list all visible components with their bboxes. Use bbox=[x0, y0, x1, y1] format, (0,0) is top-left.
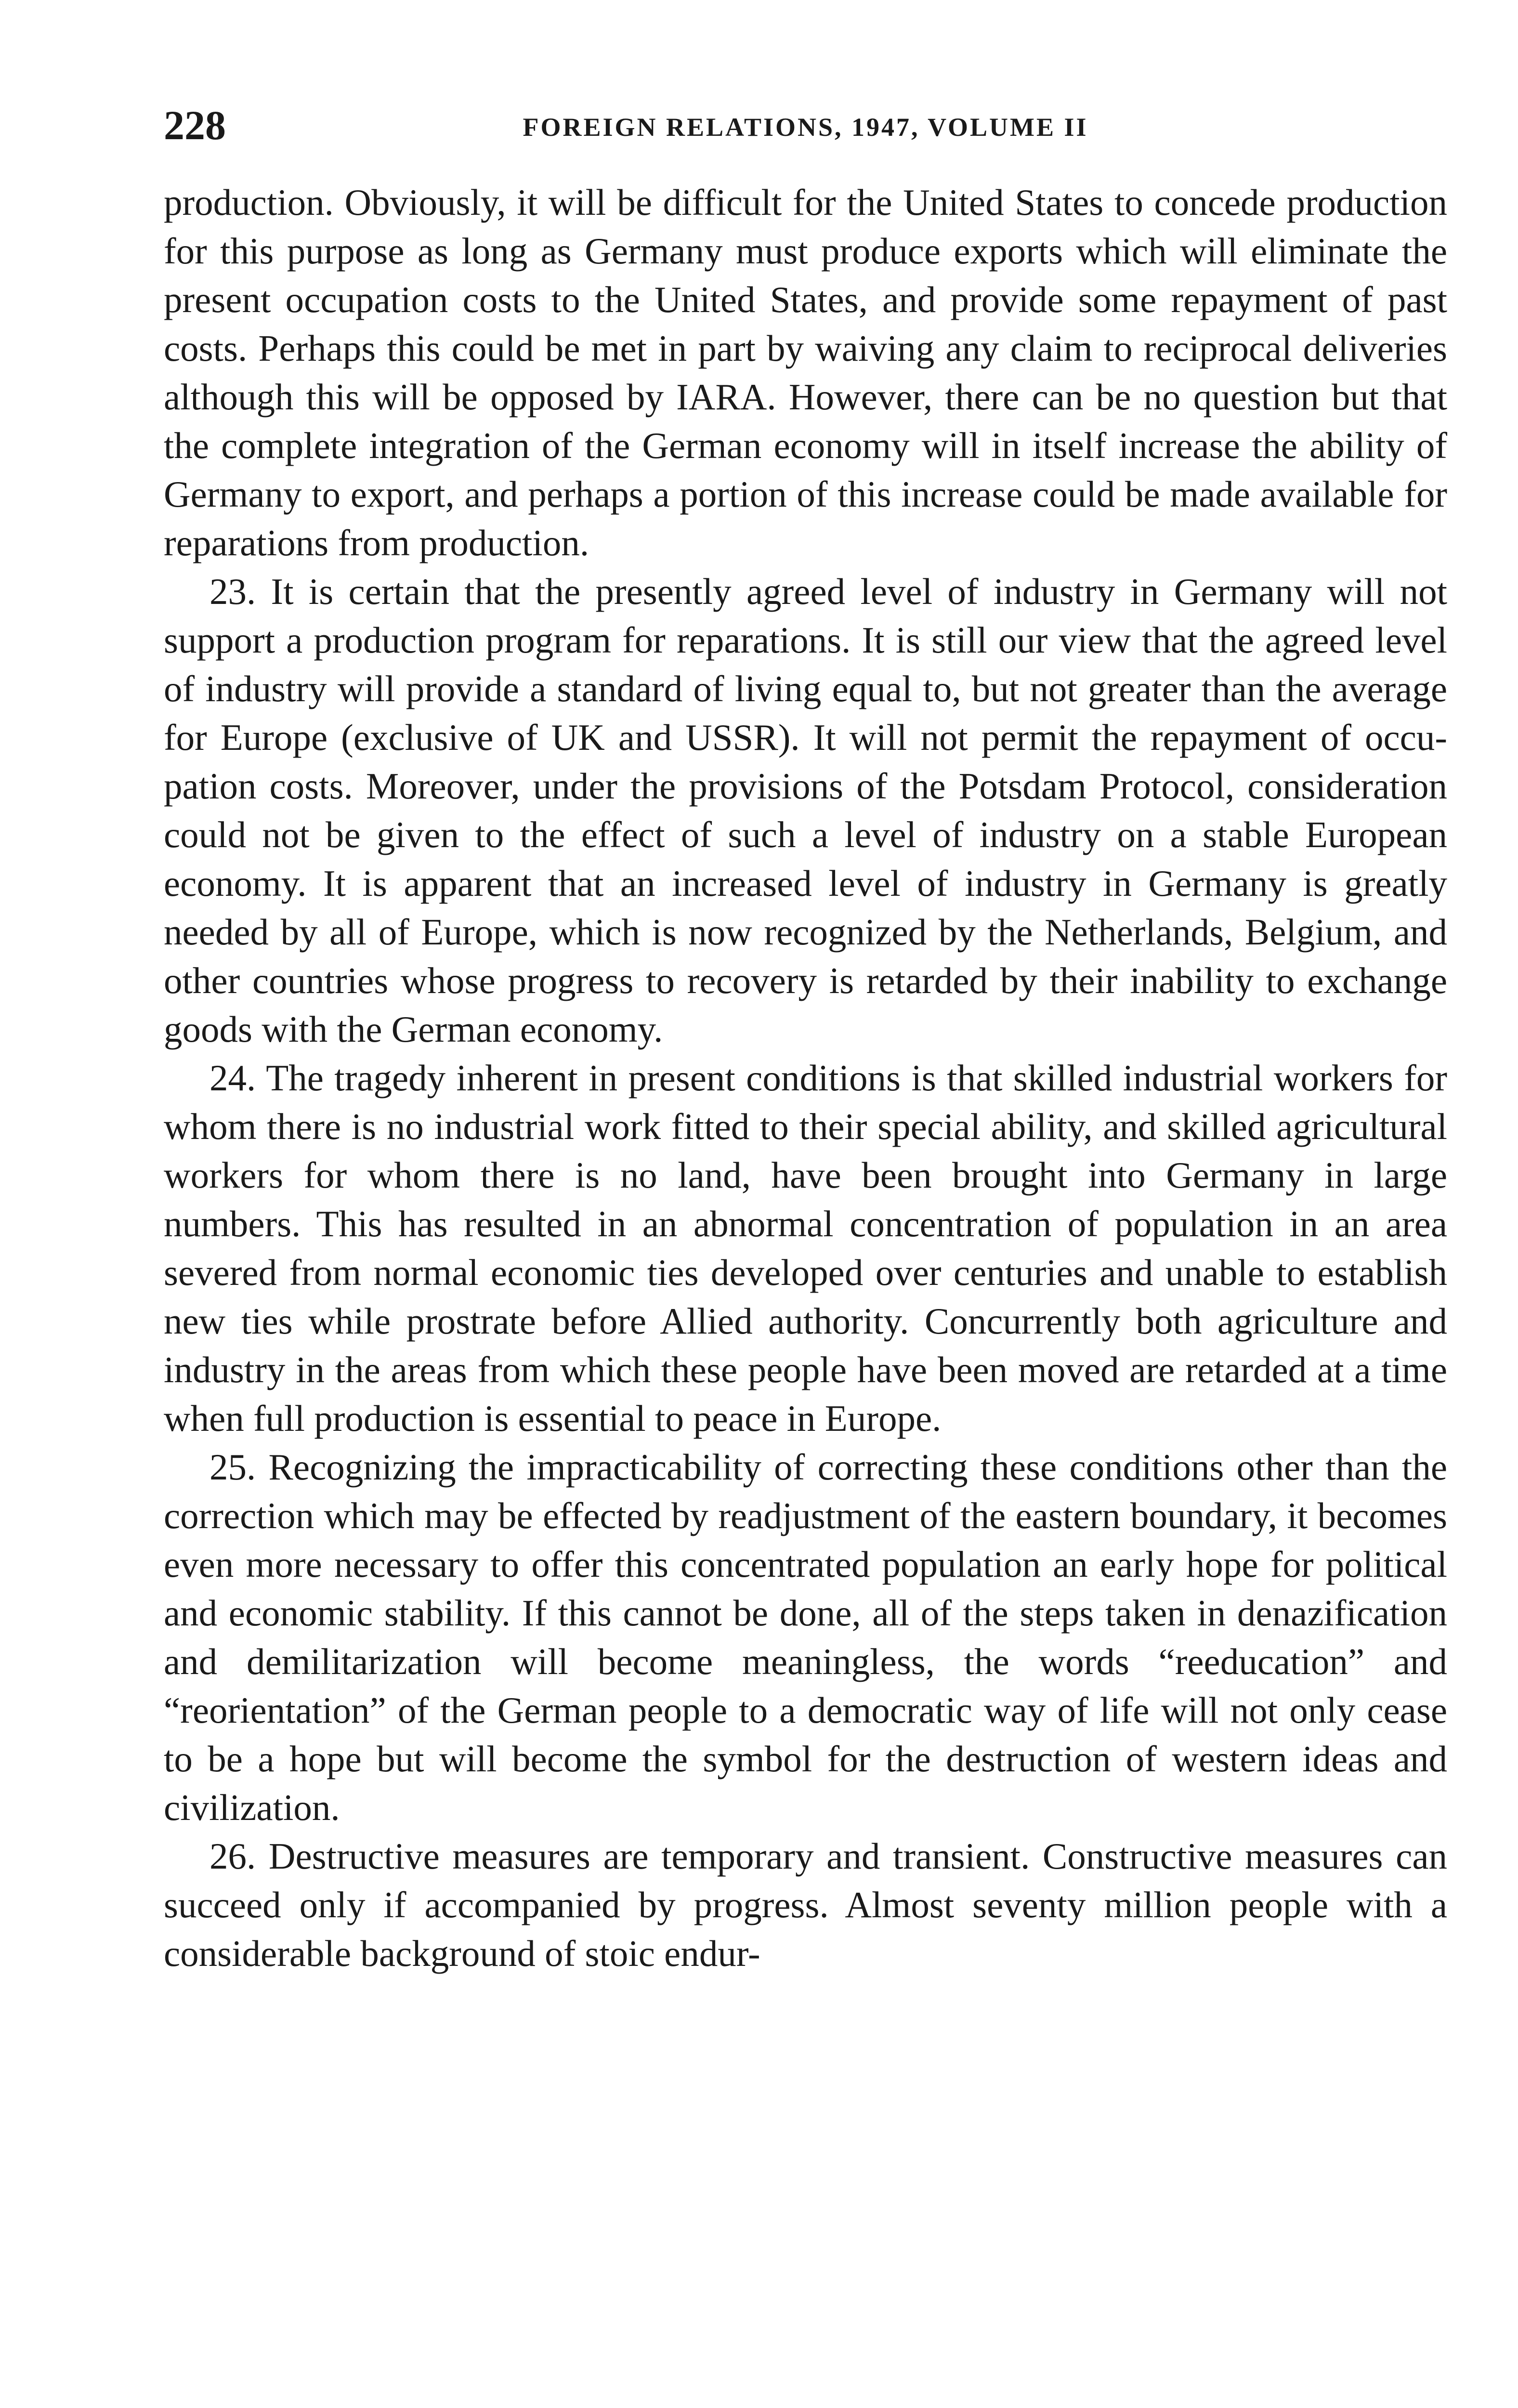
running-header bbox=[164, 99, 1447, 152]
paragraph-24: 24. The tragedy inherent in present conditions is that skilled industrial workers for whom there is no industrial work fitted to their special ability, and skilled agricultural workers for whom there is no land, have been brought into Germany in large numbers. This has resulted in an abnormal concentration of population in an area severed from normal economic ties developed over centuries and unable to establish new ties while prostrate before Allied authority. Concurrently both agriculture and industry in the areas from which these people have been moved are retarded at a time when full production is essential to peace in Europe. bbox=[164, 1057, 1447, 1439]
body-text bbox=[164, 178, 1447, 1978]
running-title: FOREIGN RELATIONS, 1947, VOLUME II bbox=[523, 113, 1088, 142]
paragraph-continuation: production. Obviously, it will be difficult for the United States to concede production for this purpose as long as Germany must produce exports which will eliminate the present occupation costs to the United States, and provide some repayment of past costs. Perhaps this could be met in part by waiving any claim to reciprocal deliveries although this will be opposed by IARA. However, there can be no question but that the complete integration of the German economy will in itself increase the ability of Germany to export, and perhaps a portion of this increase could be made available for reparations from production. bbox=[164, 182, 1447, 563]
paragraph-26: 26. Destructive measures are temporary and transient. Constructive measures can succeed only if accompanied by progress. Almost seventy million people with a considerable background of stoic endur- bbox=[164, 1835, 1447, 1974]
paragraph-23: 23. It is certain that the presently agreed level of industry in Germany will not support a production program for reparations. It is still our view that the agreed level of industry will provide a standard of living equal to, but not greater than the average for Europe (exclusive of UK and USSR). It will not permit the repayment of occupation costs. Moreover, under the provisions of the Potsdam Protocol, consideration could not be given to the effect of such a level of industry on a stable European economy. It is apparent that an increased level of industry in Germany is greatly needed by all of Europe, which is now recognized by the Netherlands, Belgium, and other countries whose progress to recovery is retarded by their inability to exchange goods with the German economy. bbox=[164, 571, 1447, 1050]
paragraph-25: 25. Recognizing the impracticability of correcting these conditions other than the correction which may be effected by readjustment of the eastern boundary, it becomes even more necessary to offer this concentrated population an early hope for political and economic stability. If this cannot be done, all of the steps taken in denazification and demilitarization will become meaningless, the words “reeducation” and “reorientation” of the German people to a democratic way of life will not only cease to be a hope but will become the symbol for the destruction of western ideas and civilization. bbox=[164, 1446, 1447, 1828]
page-number: 228 bbox=[164, 102, 226, 148]
